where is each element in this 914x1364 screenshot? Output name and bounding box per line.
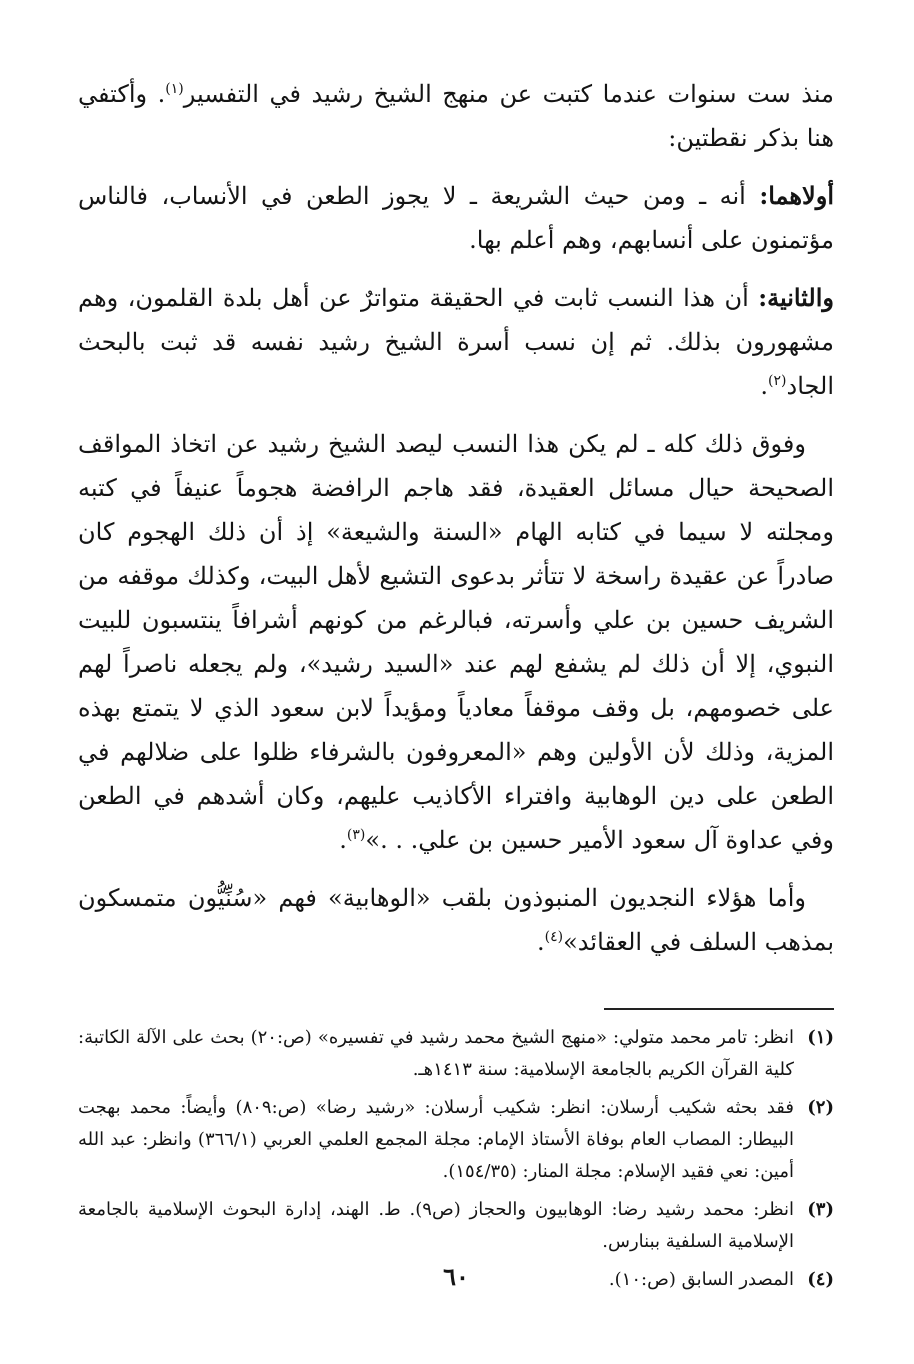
footnote-ref-1: (١) xyxy=(165,81,184,97)
footnote-item xyxy=(78,1092,834,1188)
paragraph-1-tail: . وأكتفي هنا بذكر نقطتين: xyxy=(78,80,834,152)
document-page xyxy=(78,72,834,1332)
page-number: ٦٠ xyxy=(443,1262,469,1291)
footnote-ref-3: (٣) xyxy=(346,827,366,843)
paragraph-1 xyxy=(78,72,834,160)
footnote-text: انظر: تامر محمد متولي: «منهج الشيخ محمد رشيد في تفسيره» (ص:٢٠) بحث على الآلة الكاتبة: كلية القرآن الكريم بالجامعة الإسلامية: سنة ١٤١٣هـ. xyxy=(78,1027,794,1080)
point-1-label: أولاهما: xyxy=(759,181,834,210)
paragraph-4 xyxy=(78,422,834,862)
footnote-item xyxy=(78,1194,834,1258)
paragraph-3 xyxy=(78,276,834,408)
paragraph-1-text: منذ ست سنوات عندما كتبت عن منهج الشيخ رشيد في التفسير xyxy=(183,80,834,108)
footnote-number: (٤) xyxy=(807,1269,834,1290)
paragraph-5 xyxy=(78,876,834,964)
paragraph-3-text: أن هذا النسب ثابت في الحقيقة متواترٌ عن أهل بلدة القلمون، وهم مشهورون بذلك. ثم إن نسب أسرة الشيخ رشيد نفسه قد ثبت بالبحث الجاد xyxy=(78,284,834,400)
footnote-ref-2: (٢) xyxy=(768,373,787,389)
body-text xyxy=(78,72,834,964)
paragraph-4-text: وفوق ذلك كله ـ لم يكن هذا النسب ليصد الشيخ رشيد عن اتخاذ المواقف الصحيحة حيال مسائل العقيدة، فقد هاجم الرافضة هجوماً عنيفاً في كتبه ومجلته لا سيما في كتابه الهام «السنة والشيعة» إذ أن ذلك الهجوم كان صادراً عن عقيدة راسخة لا تتأثر بدعوى التشيع لأهل البيت، وكذلك موقفه من الشريف حسين بن علي وأسرته، فبالرغم من كونهم أشرافاً ينتسبون للبيت النبوي، إلا أن ذلك لم يشفع لهم عند «السيد رشيد»، ولم يجعله ناصراً لهم على خصومهم، بل وقف موقفاً معادياً ومؤيداً لابن سعود الذي لا يتمتع بهذه المزية، وذلك لأن الأولين وهم «المعروفون بالشرفاء ظلوا على ضلالهم في الطعن على دين الوهابية وافتراء الأكاذيب عليهم، وكان أشدهم في الطعن وفي عداوة آل سعود الأمير حسين بن علي. . .» xyxy=(78,430,834,854)
point-2-label: والثانية: xyxy=(758,283,834,312)
paragraph-2-text: أنه ـ ومن حيث الشريعة ـ لا يجوز الطعن في الأنساب، فالناس مؤتمنون على أنسابهم، وهم أعلم بها. xyxy=(78,182,834,254)
footnote-number: (٣) xyxy=(807,1199,834,1220)
footnote-text: فقد بحثه شكيب أرسلان: انظر: شكيب أرسلان: «رشيد رضا» (ص:٨٠٩) وأيضاً: محمد بهجت البيطار: المصاب العام بوفاة الأستاذ الإمام: مجلة المجمع العلمي العربي (٣٦٦/١) وانظر: عبد الله أمين: نعي فقيد الإسلام: مجلة المنار: (١٥٤/٣٥). xyxy=(78,1097,795,1182)
footnote-item xyxy=(78,1022,834,1086)
paragraph-4-tail: . xyxy=(339,826,347,854)
paragraph-5-text: وأما هؤلاء النجديون المنبوذون بلقب «الوهابية» فهم «سُنِّيُّون متمسكون بمذهب السلف في العقائد» xyxy=(78,884,834,956)
footnote-ref-4: (٤) xyxy=(544,929,564,945)
footnote-text: انظر: محمد رشيد رضا: الوهابيون والحجاز (ص٩). ط. الهند، إدارة البحوث الإسلامية بالجامعة الإسلامية السلفية ببنارس. xyxy=(78,1199,794,1252)
paragraph-3-tail: . xyxy=(760,372,769,400)
paragraph-2 xyxy=(78,174,834,262)
footnote-text: المصدر السابق (ص:١٠). xyxy=(608,1269,794,1290)
footnote-separator xyxy=(604,1008,834,1010)
footnotes xyxy=(78,1022,834,1296)
paragraph-5-tail: . xyxy=(537,928,545,956)
footnote-number: (٢) xyxy=(807,1097,834,1118)
footnote-number: (١) xyxy=(807,1027,834,1048)
